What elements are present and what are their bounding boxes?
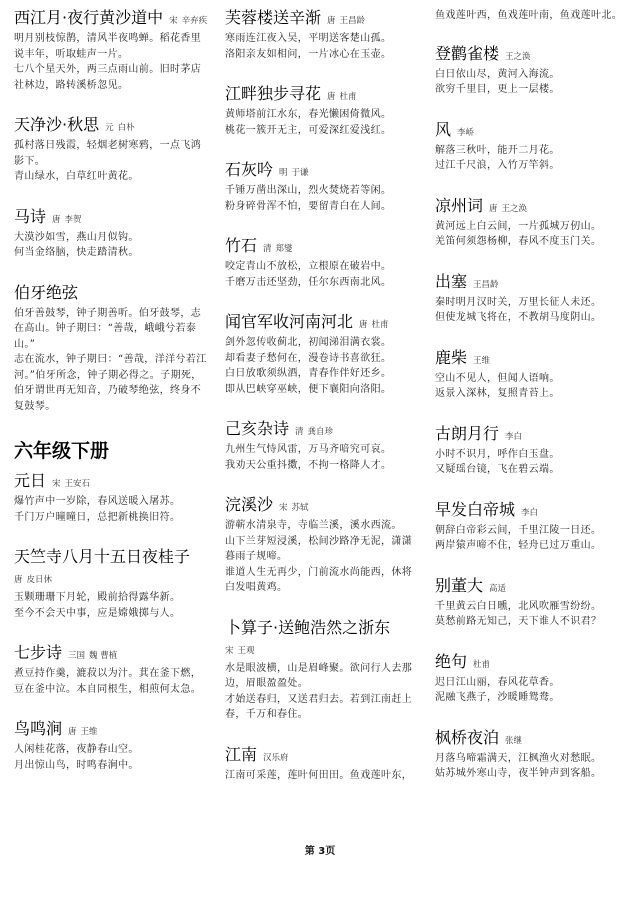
poem-line: 游蕲水清泉寺，寺临兰溪，溪水西流。 bbox=[225, 520, 402, 531]
poem-author: 张继 bbox=[505, 735, 523, 746]
poem-title-line bbox=[225, 495, 417, 515]
poem-line: 山下兰芽短浸溪，松间沙路净无泥，潇潇暮雨子规啼。 bbox=[225, 535, 413, 562]
poem-author: 杜甫 bbox=[339, 92, 357, 102]
poem-line: 解落三秋叶，能开二月花。 bbox=[435, 144, 560, 156]
poem-title-line bbox=[435, 424, 631, 444]
poem-author: 王观 bbox=[237, 645, 255, 656]
poem-line: 九州生气恃风雷，万马齐喑究可哀。 bbox=[225, 444, 392, 455]
poem-line: 至今不会天中事，应是嫦娥掷与人。 bbox=[14, 607, 181, 619]
poem-author: 李白 bbox=[521, 507, 539, 518]
poem-title: 登鹳雀楼 bbox=[435, 43, 500, 63]
poem-block bbox=[225, 312, 417, 397]
poem-block bbox=[14, 471, 210, 525]
poem-title-line bbox=[14, 8, 210, 28]
poem-line: 人闲桂花落，夜静春山空。 bbox=[14, 744, 139, 755]
poem-author: 王昌龄 bbox=[473, 279, 499, 290]
poem-line: 姑苏城外寒山寺，夜半钟声到客船。 bbox=[435, 768, 602, 779]
poem-line: 七八个星天外，两三点雨山前。旧时茅店社林边，路转溪桥忽见。 bbox=[14, 64, 202, 91]
poem-dynasty: 元 bbox=[105, 123, 114, 133]
poem-title-line bbox=[435, 576, 631, 596]
poem-block bbox=[435, 272, 631, 326]
poem-line: 白日放歌须纵酒，青春作伴好还乡。 bbox=[225, 368, 392, 379]
poem-block bbox=[14, 207, 210, 261]
column-2 bbox=[225, 8, 417, 805]
poem-author: 苏轼 bbox=[291, 503, 309, 513]
poem-title: 古朗月行 bbox=[435, 423, 500, 443]
poem-title-line bbox=[14, 471, 210, 491]
poem-title-line bbox=[225, 618, 417, 658]
poem-title: 石灰吟 bbox=[225, 160, 274, 179]
poem-title: 凉州词 bbox=[435, 195, 484, 215]
poem-block bbox=[225, 618, 417, 723]
poem-title: 芙蓉楼送辛渐 bbox=[225, 8, 322, 27]
column-1 bbox=[14, 8, 210, 795]
poem-line: 千磨万击还坚劲，任尔东西南北风。 bbox=[225, 276, 392, 288]
poem-line: 朝辞白帝彩云间，千里江陵一日还。 bbox=[435, 524, 602, 536]
poem-line: 莫愁前路无知己，天下谁人不识君？ bbox=[435, 616, 602, 627]
poem-line: 洛阳亲友如相问，一片冰心在玉壶。 bbox=[225, 48, 392, 60]
poem-title: 浣溪沙 bbox=[225, 495, 274, 514]
poem-line: 黄师塔前江水东，春光懒困倚微风。 bbox=[225, 109, 392, 120]
poem-author: 辛弃疾 bbox=[181, 16, 208, 26]
poem-title-line bbox=[435, 728, 631, 748]
poem-dynasty: 明 bbox=[279, 168, 288, 178]
poem-line: 志在流水，钟子期曰：“善哉，洋洋兮若江河。”伯牙所念，钟子期必得之。子期死，伯牙谓世再无知音，乃破琴绝弦，终身不复鼓琴。 bbox=[14, 354, 207, 412]
poem-block bbox=[14, 547, 210, 621]
poem-title-line bbox=[14, 719, 210, 739]
poem-block bbox=[14, 115, 210, 185]
poem-line: 黄河远上白云间，一片孤城万仞山。 bbox=[435, 220, 602, 232]
poem-line: 寒雨连江夜入吴，平明送客楚山孤。 bbox=[225, 33, 392, 44]
poem-title-line bbox=[435, 196, 631, 216]
poem-line: 桃花一簇开无主，可爱深红爱浅红。 bbox=[225, 124, 392, 136]
poem-line: 爆竹声中一岁除，春风送暖入屠苏。 bbox=[14, 496, 181, 507]
column-3 bbox=[435, 8, 631, 804]
poem-line: 泥融飞燕子，沙暖睡鸳鸯。 bbox=[435, 692, 560, 703]
poem-title: 马诗 bbox=[14, 206, 47, 226]
poem-block bbox=[435, 652, 631, 706]
poem-dynasty: 宋 bbox=[279, 503, 288, 513]
poem-title: 江畔独步寻花 bbox=[225, 84, 322, 103]
poem-line: 即从巴峡穿巫峡，便下襄阳向洛阳。 bbox=[225, 383, 392, 395]
poem-line: 大漠沙如雪，燕山月似钩。 bbox=[14, 231, 139, 243]
poem-block bbox=[225, 160, 417, 214]
poem-line: 却看妻子愁何在，漫卷诗书喜欲狂。 bbox=[225, 352, 392, 364]
poem-line: 白日依山尽，黄河入海流。 bbox=[435, 68, 560, 80]
poem-title-line bbox=[435, 652, 631, 672]
poem-block bbox=[435, 576, 631, 630]
poem-block bbox=[14, 8, 210, 93]
poem-block bbox=[225, 8, 417, 62]
poem-dynasty: 汉乐府 bbox=[263, 752, 289, 763]
poem-dynasty: 唐 bbox=[14, 575, 23, 585]
poem-line: 我劝天公重抖擞，不拘一格降人才。 bbox=[225, 459, 392, 471]
poem-title-line bbox=[225, 312, 417, 332]
poem-author: 魏 曹植 bbox=[89, 651, 118, 661]
poem-line: 返景入深林，复照青苔上。 bbox=[435, 388, 560, 399]
poem-dynasty: 唐 bbox=[359, 320, 368, 330]
poem-author: 高适 bbox=[489, 583, 507, 594]
poem-block bbox=[14, 283, 210, 415]
poem-line: 明月别枝惊鹊，清风半夜鸣蝉。稻花香里说丰年，听取蛙声一片。 bbox=[14, 33, 202, 60]
poem-title-line bbox=[435, 44, 631, 64]
poem-block bbox=[225, 495, 417, 596]
poem-title-line bbox=[14, 115, 210, 135]
poem-author: 杜甫 bbox=[473, 659, 491, 670]
poem-dynasty: 唐 bbox=[327, 92, 336, 102]
poem-title: 鹿柴 bbox=[435, 347, 468, 367]
poem-author: 李白 bbox=[505, 431, 523, 442]
poem-title: 己亥杂诗 bbox=[225, 419, 290, 438]
poem-dynasty: 宋 bbox=[169, 16, 178, 26]
poem-line: 鱼戏莲叶西，鱼戏莲叶南，鱼戏莲叶北。 bbox=[435, 10, 623, 21]
poem-title: 别董大 bbox=[435, 575, 484, 595]
poem-title: 风 bbox=[435, 119, 452, 139]
poem-title: 天竺寺八月十五日夜桂子 bbox=[14, 547, 191, 566]
poem-line: 千门万户曈曈日，总把新桃换旧符。 bbox=[14, 511, 181, 523]
poem-line: 水是眼波横，山是眉峰聚。欲问行人去那边，眉眼盈盈处。 bbox=[225, 662, 413, 689]
poem-line: 何当金络脑，快走踏清秋。 bbox=[14, 247, 139, 258]
poem-dynasty: 清 bbox=[295, 427, 304, 437]
poem-dynasty: 唐 bbox=[327, 16, 336, 26]
poem-line: 月出惊山鸟，时鸣春涧中。 bbox=[14, 759, 139, 771]
poem-line: 迟日江山丽，春风花草香。 bbox=[435, 676, 560, 688]
poem-block bbox=[435, 728, 631, 782]
poem-line: 煮豆持作羹，漉菽以为汁。萁在釜下燃， bbox=[14, 668, 202, 679]
poem-title-line bbox=[225, 419, 417, 439]
poem-author: 龚自珍 bbox=[307, 427, 334, 437]
poem-title-line bbox=[225, 8, 417, 28]
poem-line: 羌笛何须怨杨柳，春风不度玉门关。 bbox=[435, 236, 602, 247]
poem-dynasty: 宋 bbox=[225, 645, 234, 656]
poem-line: 两岸猿声啼不住，轻舟已过万重山。 bbox=[435, 540, 602, 551]
poem-line: 月落乌啼霜满天，江枫渔火对愁眠。 bbox=[435, 752, 602, 764]
page-number: 第 3页 bbox=[304, 846, 336, 857]
poem-block bbox=[225, 419, 417, 473]
poem-line: 小时不识月，呼作白玉盘。 bbox=[435, 448, 560, 460]
poem-block bbox=[14, 719, 210, 773]
poem-line: 玉颗珊珊下月轮，殿前拾得露华新。 bbox=[14, 592, 181, 603]
poem-dynasty: 唐 bbox=[68, 727, 77, 737]
poem-line: 青山绿水，白草红叶黄花。 bbox=[14, 171, 139, 182]
poem-line: 空山不见人，但闻人语响。 bbox=[435, 372, 560, 384]
poem-title: 出塞 bbox=[435, 271, 468, 291]
poem-block bbox=[435, 44, 631, 98]
poem-author: 王维 bbox=[80, 727, 98, 737]
poem-title: 早发白帝城 bbox=[435, 499, 516, 519]
poem-title: 元日 bbox=[14, 471, 47, 490]
poem-line: 谁道人生无再少，门前流水尚能西，休将白发唱黄鸡。 bbox=[225, 566, 413, 593]
poem-line: 孤村落日残霞，轻烟老树寒鸦，一点飞鸿影下。 bbox=[14, 140, 202, 167]
poem-title-line bbox=[435, 272, 631, 292]
poem-line: 千里黄云白日曛，北风吹雁雪纷纷。 bbox=[435, 600, 602, 612]
poem-title: 鸟鸣涧 bbox=[14, 719, 63, 738]
poem-title: 江南 bbox=[225, 744, 258, 764]
poem-line: 欲穷千里目，更上一层楼。 bbox=[435, 84, 560, 95]
poem-title-line bbox=[225, 160, 417, 180]
poem-title: 闻官军收河南河北 bbox=[225, 312, 354, 331]
poem-author: 白朴 bbox=[117, 123, 135, 133]
poem-title-line bbox=[225, 84, 417, 104]
poem-block bbox=[435, 500, 631, 554]
poem-dynasty: 宋 bbox=[52, 479, 61, 489]
poem-author: 于谦 bbox=[291, 168, 309, 178]
poem-title: 卜算子·送鲍浩然之浙东 bbox=[225, 617, 391, 637]
poem-title-line bbox=[225, 236, 417, 256]
poem-author: 王之涣 bbox=[505, 51, 531, 62]
poem-line: 过江千尺浪，入竹万竿斜。 bbox=[435, 160, 560, 171]
poem-block bbox=[14, 643, 210, 697]
poem-dynasty: 清 bbox=[263, 244, 272, 254]
poem-line: 千锤万凿出深山，烈火焚烧若等闲。 bbox=[225, 185, 392, 196]
poem-author: 李峤 bbox=[457, 127, 475, 138]
section-heading: 六年级下册 bbox=[14, 440, 110, 462]
poem-block bbox=[225, 236, 417, 290]
poem-block bbox=[435, 120, 631, 174]
poem-block bbox=[435, 348, 631, 402]
poem-block bbox=[225, 745, 417, 784]
poem-title: 七步诗 bbox=[14, 643, 63, 662]
poem-line: 豆在釜中泣。本自同根生，相煎何太急。 bbox=[14, 683, 202, 695]
poem-title: 绝句 bbox=[435, 651, 468, 671]
poem-author: 王维 bbox=[473, 355, 491, 366]
poem-dynasty: 唐 bbox=[52, 214, 61, 225]
poem-title-line bbox=[14, 283, 210, 303]
poem-line: 又疑瑶台镜，飞在碧云端。 bbox=[435, 464, 560, 475]
poem-line: 伯牙善鼓琴，钟子期善听。伯牙鼓琴，志在高山。钟子期曰：“善哉，峨峨兮若泰山。” bbox=[14, 307, 202, 350]
poem-title: 天净沙·秋思 bbox=[14, 115, 100, 134]
poem-block bbox=[435, 196, 631, 250]
poem-line: 才始送春归，又送君归去。若到江南赶上春，千万和春住。 bbox=[225, 693, 413, 720]
poem-block bbox=[435, 8, 631, 24]
poem-title: 竹石 bbox=[225, 236, 258, 255]
poem-title-line bbox=[14, 643, 210, 663]
poem-author: 李贺 bbox=[64, 214, 82, 225]
poem-line: 江南可采莲，莲叶何田田。鱼戏莲叶东， bbox=[225, 769, 413, 781]
poem-block bbox=[225, 84, 417, 138]
poem-title-line bbox=[14, 207, 210, 227]
poem-author: 皮日休 bbox=[26, 575, 53, 585]
poem-author: 王安石 bbox=[64, 479, 91, 489]
poem-title-line bbox=[14, 547, 210, 587]
poem-title-line bbox=[225, 745, 417, 765]
poem-title: 西江月·夜行黄沙道中 bbox=[14, 8, 164, 27]
poem-line: 剑外忽传收蓟北，初闻涕泪满衣裳。 bbox=[225, 337, 392, 348]
poem-title: 伯牙绝弦 bbox=[14, 282, 79, 302]
poem-line: 秦时明月汉时关，万里长征人未还。 bbox=[435, 296, 602, 308]
poem-line: 粉身碎骨浑不怕，要留青白在人间。 bbox=[225, 200, 392, 212]
poem-title: 枫桥夜泊 bbox=[435, 727, 500, 747]
poem-title-line bbox=[435, 348, 631, 368]
poem-author: 杜甫 bbox=[371, 320, 389, 330]
poem-block bbox=[435, 424, 631, 478]
poem-dynasty: 三国 bbox=[68, 651, 86, 661]
poem-author: 王昌龄 bbox=[339, 16, 366, 26]
poem-dynasty: 唐 bbox=[489, 203, 498, 214]
poem-title-line bbox=[435, 500, 631, 520]
poem-title-line bbox=[435, 120, 631, 140]
poem-author: 王之涣 bbox=[501, 203, 528, 214]
poem-line: 但使龙城飞将在，不教胡马度阴山。 bbox=[435, 312, 602, 323]
poem-author: 郑燮 bbox=[275, 244, 293, 254]
poem-line: 咬定青山不放松，立根原在破岩中。 bbox=[225, 261, 392, 272]
